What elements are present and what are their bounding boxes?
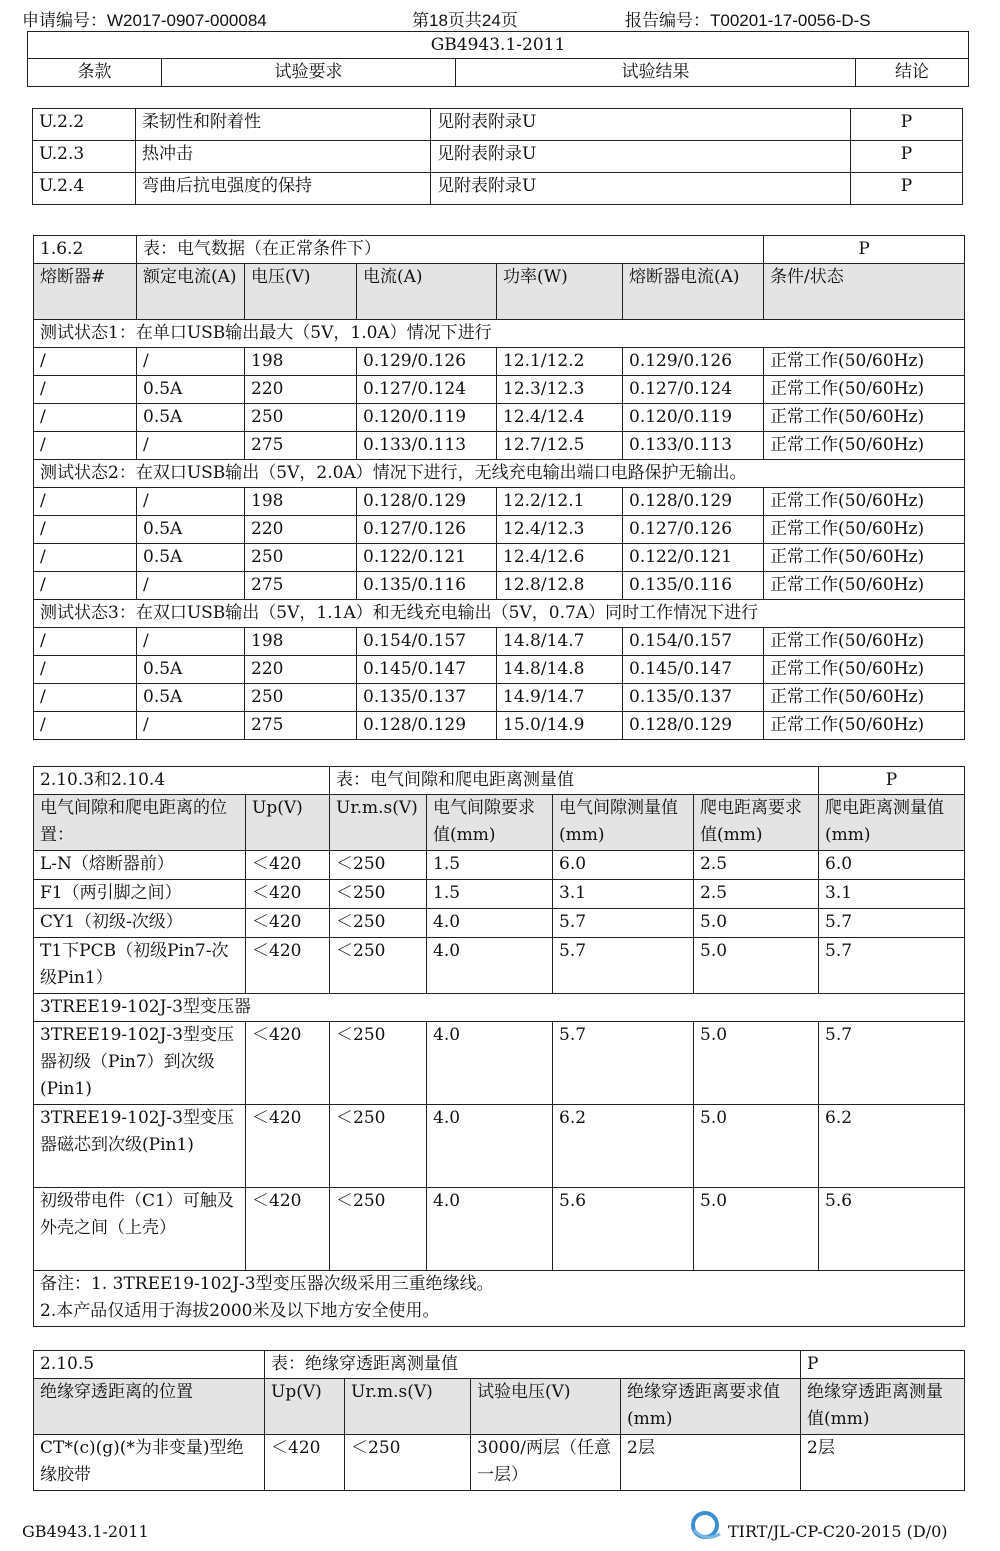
cell: ＜420 xyxy=(246,851,330,880)
cell: 198 xyxy=(245,348,357,376)
header-current: 电流(A) xyxy=(357,264,497,320)
table-row xyxy=(34,1435,965,1491)
cell: / xyxy=(34,628,137,656)
cell: 0.122/0.121 xyxy=(623,544,764,572)
header-urms: Ur.m.s(V) xyxy=(345,1379,471,1435)
cell: ＜420 xyxy=(246,1022,330,1105)
table-row xyxy=(34,488,965,516)
cell: 4.0 xyxy=(427,1105,553,1188)
cell: 正常工作(50/60Hz) xyxy=(764,516,965,544)
cell: 5.0 xyxy=(694,1105,819,1188)
cell: 0.122/0.121 xyxy=(357,544,497,572)
cell: CT*(c)(g)(*为非变量)型绝缘胶带 xyxy=(34,1435,265,1491)
cell: / xyxy=(137,348,245,376)
cell: ＜250 xyxy=(330,938,427,994)
cell: 正常工作(50/60Hz) xyxy=(764,376,965,404)
cell: ＜250 xyxy=(330,851,427,880)
header-condition: 条件/状态 xyxy=(764,264,965,320)
table-row xyxy=(34,880,965,909)
cell: 14.8/14.8 xyxy=(497,656,623,684)
table-row xyxy=(33,109,963,141)
table-row xyxy=(34,684,965,712)
cell: ＜250 xyxy=(330,909,427,938)
cell: ＜420 xyxy=(246,880,330,909)
cell: 1.5 xyxy=(427,851,553,880)
cell: 198 xyxy=(245,628,357,656)
cell: 0.128/0.129 xyxy=(357,712,497,740)
cell: 250 xyxy=(245,684,357,712)
verdict-cell: P xyxy=(851,173,963,205)
col-verdict: 结论 xyxy=(856,59,969,87)
header-power: 功率(W) xyxy=(497,264,623,320)
cell: 5.6 xyxy=(819,1188,965,1271)
table-row xyxy=(33,141,963,173)
table-row xyxy=(33,173,963,205)
cell: 5.7 xyxy=(819,938,965,994)
cell: 275 xyxy=(245,432,357,460)
cell: 220 xyxy=(245,376,357,404)
cell: 12.2/12.1 xyxy=(497,488,623,516)
verdict-cell: P xyxy=(851,141,963,173)
cell: 0.127/0.124 xyxy=(357,376,497,404)
header-required: 绝缘穿透距离要求值(mm) xyxy=(621,1379,801,1435)
cell: 250 xyxy=(245,544,357,572)
footer-standard: GB4943.1-2011 xyxy=(22,1522,149,1541)
table-row xyxy=(34,909,965,938)
result-cell: 见附表附录U xyxy=(431,109,851,141)
cell: / xyxy=(34,684,137,712)
cell: 198 xyxy=(245,488,357,516)
cell: / xyxy=(34,376,137,404)
cell: 12.7/12.5 xyxy=(497,432,623,460)
clause-cell: U.2.4 xyxy=(33,173,136,205)
cell: 4.0 xyxy=(427,938,553,994)
cell: 正常工作(50/60Hz) xyxy=(764,404,965,432)
cell: 正常工作(50/60Hz) xyxy=(764,348,965,376)
cell: / xyxy=(34,544,137,572)
col-requirement: 试验要求 xyxy=(162,59,456,87)
group-2 xyxy=(34,460,965,600)
cell: 275 xyxy=(245,712,357,740)
cell: 12.4/12.3 xyxy=(497,516,623,544)
table-row xyxy=(34,628,965,656)
cell: 6.2 xyxy=(819,1105,965,1188)
cell: 5.0 xyxy=(694,1188,819,1271)
table-row xyxy=(34,348,965,376)
cell: 5.6 xyxy=(553,1188,694,1271)
cell: L-N（熔断器前） xyxy=(34,851,246,880)
section-verdict: P xyxy=(764,236,965,264)
cell: ＜420 xyxy=(246,909,330,938)
cell: 12.8/12.8 xyxy=(497,572,623,600)
header-fuse: 熔断器# xyxy=(34,264,137,320)
cell: 5.7 xyxy=(819,909,965,938)
result-cell: 见附表附录U xyxy=(431,141,851,173)
cell: 2.5 xyxy=(694,851,819,880)
cell: 0.120/0.119 xyxy=(357,404,497,432)
cell: 5.7 xyxy=(553,938,694,994)
cell: 250 xyxy=(245,404,357,432)
cell: / xyxy=(34,516,137,544)
table-row xyxy=(34,656,965,684)
cell: / xyxy=(34,404,137,432)
cell: 0.5A xyxy=(137,376,245,404)
cell: 0.128/0.129 xyxy=(623,488,764,516)
cell: 0.135/0.116 xyxy=(623,572,764,600)
cell: / xyxy=(34,432,137,460)
cell: 正常工作(50/60Hz) xyxy=(764,656,965,684)
page-info: 第18页共24页 xyxy=(412,11,518,30)
clearance-creepage-table xyxy=(33,766,965,1327)
cell: 0.129/0.126 xyxy=(623,348,764,376)
group-title: 测试状态1：在单口USB输出最大（5V，1.0A）情况下进行 xyxy=(34,320,965,348)
section-clause: 2.10.5 xyxy=(34,1351,265,1379)
header-up: Up(V) xyxy=(265,1379,345,1435)
header-fuse-current: 熔断器电流(A) xyxy=(623,264,764,320)
cell: 220 xyxy=(245,516,357,544)
clause-cell: U.2.3 xyxy=(33,141,136,173)
note-1: 备注：1. 3TREE19-102J-3型变压器次级采用三重绝缘线。 xyxy=(40,1274,494,1294)
header-test-voltage: 试验电压(V) xyxy=(471,1379,621,1435)
section-clause: 2.10.3和2.10.4 xyxy=(34,767,330,795)
table-row xyxy=(34,572,965,600)
cell: 正常工作(50/60Hz) xyxy=(764,488,965,516)
section-clause: 1.6.2 xyxy=(34,236,137,264)
header-creepage-measured: 爬电距离测量值(mm) xyxy=(819,795,965,851)
table-row xyxy=(34,1188,965,1271)
cell: 0.135/0.116 xyxy=(357,572,497,600)
appendix-u-table xyxy=(32,108,963,205)
table-row xyxy=(34,376,965,404)
table-row xyxy=(34,1105,965,1188)
cell: 5.7 xyxy=(553,1022,694,1105)
result-cell: 见附表附录U xyxy=(431,173,851,205)
cell: 5.7 xyxy=(553,909,694,938)
cell: ＜250 xyxy=(330,1022,427,1105)
cell: 12.4/12.4 xyxy=(497,404,623,432)
table-row xyxy=(34,851,965,880)
cell: 0.127/0.124 xyxy=(623,376,764,404)
group-1 xyxy=(34,320,965,460)
section-title: 表：电气数据（在正常条件下） xyxy=(137,236,764,264)
cell: 15.0/14.9 xyxy=(497,712,623,740)
cell: 4.0 xyxy=(427,1022,553,1105)
cell: 5.7 xyxy=(819,1022,965,1105)
cell: 2层 xyxy=(621,1435,801,1491)
cell: 0.145/0.147 xyxy=(357,656,497,684)
header-up: Up(V) xyxy=(246,795,330,851)
section-verdict: P xyxy=(819,767,965,795)
col-result: 试验结果 xyxy=(456,59,856,87)
header-clearance-required: 电气间隙要求值(mm) xyxy=(427,795,553,851)
cell: 4.0 xyxy=(427,1188,553,1271)
footer-form-code: TIRT/JL-CP-C20-2015 (D/0) xyxy=(728,1522,948,1541)
cell: 14.8/14.7 xyxy=(497,628,623,656)
cell: 12.1/12.2 xyxy=(497,348,623,376)
insulation-distance-table xyxy=(33,1350,965,1491)
verdict-cell: P xyxy=(851,109,963,141)
cell: 0.154/0.157 xyxy=(357,628,497,656)
cell: ＜420 xyxy=(246,1105,330,1188)
cell: 6.2 xyxy=(553,1105,694,1188)
cell: / xyxy=(137,572,245,600)
section-verdict: P xyxy=(801,1351,965,1379)
table-row xyxy=(34,938,965,994)
section-title: 表：电气间隙和爬电距离测量值 xyxy=(330,767,819,795)
notes xyxy=(34,1271,965,1327)
cell: 正常工作(50/60Hz) xyxy=(764,712,965,740)
company-logo-icon xyxy=(688,1508,722,1542)
cell: CY1（初级-次级） xyxy=(34,909,246,938)
cell: 0.5A xyxy=(137,656,245,684)
cell: 0.5A xyxy=(137,516,245,544)
table-row xyxy=(34,516,965,544)
cell: 0.5A xyxy=(137,684,245,712)
cell: 5.0 xyxy=(694,1022,819,1105)
cell: 2.5 xyxy=(694,880,819,909)
cell: 12.3/12.3 xyxy=(497,376,623,404)
cell: 275 xyxy=(245,572,357,600)
requirement-cell: 热冲击 xyxy=(136,141,431,173)
cell: T1下PCB（初级Pin7-次级Pin1） xyxy=(34,938,246,994)
cell: 5.0 xyxy=(694,938,819,994)
header-location: 绝缘穿透距离的位置 xyxy=(34,1379,265,1435)
cell: ＜420 xyxy=(246,1188,330,1271)
header-clearance-measured: 电气间隙测量值(mm) xyxy=(553,795,694,851)
cell: 0.145/0.147 xyxy=(623,656,764,684)
header-creepage-required: 爬电距离要求值(mm) xyxy=(694,795,819,851)
group-title: 测试状态2：在双口USB输出（5V，2.0A）情况下进行，无线充电输出端口电路保护无输出。 xyxy=(34,460,965,488)
cell: 正常工作(50/60Hz) xyxy=(764,572,965,600)
cell: / xyxy=(137,488,245,516)
cell: 1.5 xyxy=(427,880,553,909)
application-number: 申请编号：W2017-0907-000084 xyxy=(22,11,267,30)
cell: / xyxy=(137,432,245,460)
cell: 3TREE19-102J-3型变压器初级（Pin7）到次级(Pin1) xyxy=(34,1022,246,1105)
cell: 初级带电件（C1）可触及外壳之间（上壳） xyxy=(34,1188,246,1271)
cell: 0.135/0.137 xyxy=(623,684,764,712)
cell: ＜250 xyxy=(330,1105,427,1188)
cell: 14.9/14.7 xyxy=(497,684,623,712)
header-voltage: 电压(V) xyxy=(245,264,357,320)
header-measured: 绝缘穿透距离测量值(mm) xyxy=(801,1379,965,1435)
cell: / xyxy=(137,628,245,656)
cell: 2层 xyxy=(801,1435,965,1491)
note-2: 2.本产品仅适用于海拔2000米及以下地方安全使用。 xyxy=(40,1301,440,1321)
cell: 0.5A xyxy=(137,404,245,432)
cell: ＜250 xyxy=(345,1435,471,1491)
cell: 0.127/0.126 xyxy=(357,516,497,544)
table-row xyxy=(34,404,965,432)
cell: 正常工作(50/60Hz) xyxy=(764,544,965,572)
cell: 0.127/0.126 xyxy=(623,516,764,544)
cell: 3.1 xyxy=(819,880,965,909)
cell: 6.0 xyxy=(553,851,694,880)
clause-cell: U.2.2 xyxy=(33,109,136,141)
cell: 5.0 xyxy=(694,909,819,938)
cell: 0.120/0.119 xyxy=(623,404,764,432)
transformer-subtitle: 3TREE19-102J-3型变压器 xyxy=(34,994,965,1022)
electrical-data-table xyxy=(33,235,965,740)
header-rated-current: 额定电流(A) xyxy=(137,264,245,320)
cell: 0.128/0.129 xyxy=(357,488,497,516)
cell: 正常工作(50/60Hz) xyxy=(764,628,965,656)
col-clause: 条款 xyxy=(28,59,162,87)
table-row xyxy=(34,544,965,572)
group-3 xyxy=(34,600,965,740)
cell: 3000/两层（任意一层） xyxy=(471,1435,621,1491)
cell: / xyxy=(34,712,137,740)
cell: 0.133/0.113 xyxy=(623,432,764,460)
cell: ＜420 xyxy=(265,1435,345,1491)
cell: 4.0 xyxy=(427,909,553,938)
header-urms: Ur.m.s(V) xyxy=(330,795,427,851)
header-location: 电气间隙和爬电距离的位置： xyxy=(34,795,246,851)
cell: 0.135/0.137 xyxy=(357,684,497,712)
cell: 0.154/0.157 xyxy=(623,628,764,656)
group-title: 测试状态3：在双口USB输出（5V，1.1A）和无线充电输出（5V，0.7A）同时工作情况下进行 xyxy=(34,600,965,628)
cell: 正常工作(50/60Hz) xyxy=(764,432,965,460)
requirement-cell: 弯曲后抗电强度的保持 xyxy=(136,173,431,205)
cell: ＜250 xyxy=(330,1188,427,1271)
cell: 6.0 xyxy=(819,851,965,880)
cell: 220 xyxy=(245,656,357,684)
table-row xyxy=(34,712,965,740)
table-row xyxy=(34,1022,965,1105)
cell: 3TREE19-102J-3型变压器磁芯到次级(Pin1) xyxy=(34,1105,246,1188)
table-row xyxy=(34,432,965,460)
cell: 0.129/0.126 xyxy=(357,348,497,376)
cell: / xyxy=(34,488,137,516)
cell: / xyxy=(137,712,245,740)
section-title: 表：绝缘穿透距离测量值 xyxy=(265,1351,801,1379)
standard-title: GB4943.1-2011 xyxy=(28,32,969,59)
cell: ＜420 xyxy=(246,938,330,994)
cell: 12.4/12.6 xyxy=(497,544,623,572)
cell: / xyxy=(34,348,137,376)
cell: 0.5A xyxy=(137,544,245,572)
requirement-cell: 柔韧性和附着性 xyxy=(136,109,431,141)
cell: 0.128/0.129 xyxy=(623,712,764,740)
cell: / xyxy=(34,572,137,600)
cell: 3.1 xyxy=(553,880,694,909)
header-table xyxy=(27,31,969,87)
cell: 正常工作(50/60Hz) xyxy=(764,684,965,712)
cell: ＜250 xyxy=(330,880,427,909)
cell: / xyxy=(34,656,137,684)
cell: F1（两引脚之间） xyxy=(34,880,246,909)
report-number: 报告编号：T00201-17-0056-D-S xyxy=(625,11,871,30)
cell: 0.133/0.113 xyxy=(357,432,497,460)
